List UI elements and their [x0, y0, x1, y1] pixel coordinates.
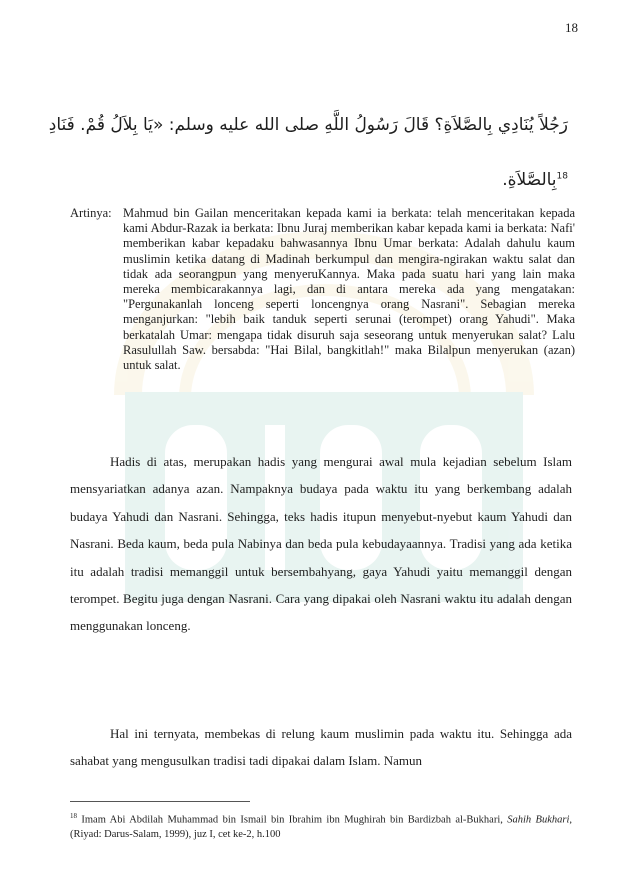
translation-label: Artinya: [70, 206, 112, 220]
translation-text: Mahmud bin Gailan menceritakan kepada kami ia berkata: telah menceritakan kepada kami Abdur-Razak ia berkata: Ibnu Juraj memberikan kabar kepada kami ia berkata: Nafi' memberikan kabar kepadaku bahwasannya Ibnu Umar berkata: Adalah dahulu kaum muslimin ketika datang di Madinah berkumpul dan mengira-ngirakan waktu salat dan tidak ada seorangpun yang menyeruKannya. Maka pada suatu hari yang lain maka mereka membicarakannya lagi, dan di antara mereka ada yang mengatakan: "Pergunakanlah lonceng seperti loncengnya orang Nasrani". Sebagian mereka menganjurkan: "lebih baik tanduk seperti serunai (terompet) orang Yahudi". Maka berkatalah Umar: mengapa tidak disuruh saja seseorang untuk menyerukan salat? Lalu Rasulullah Saw. bersabda: "Hai Bilal, bangkitlah!" maka Bilalpun menyerukan (azan) untuk salat. [123, 206, 575, 373]
footnote-divider [70, 801, 250, 802]
arabic-hadith-line-2-text: بِالصَّلاَةِ. [502, 170, 557, 190]
footnote-text: Imam Abi Abdilah Muhammad bin Ismail bin Ibrahim ibn Mughirah bin Bardizbah al-Bukhari, [77, 814, 508, 826]
arabic-hadith-line-2 [502, 170, 568, 190]
body-paragraph-1-text: Hadis di atas, merupakan hadis yang mengurai awal mula kejadian sebelum Islam mensyariatkan adanya azan. Nampaknya budaya pada waktu itu yang berkembang adalah budaya Yahudi dan Nasrani. Sehingga, teks hadis itupun menyebut-nyebut kaum Yahudi dan Nasrani. Beda kaum, beda pula Nabinya dan beda pula kebudayaannya. Tradisi yang ada ketika itu adalah tradisi memanggil untuk bersembahyang, gaya Yahudi yaitu memanggil dengan terompet. Begitu juga dengan Nasrani. Cara yang dipakai oleh Nasrani waktu itu adalah dengan menggunakan lonceng. [70, 454, 572, 634]
body-paragraph-2 [70, 720, 572, 775]
body-paragraph-1 [70, 448, 572, 640]
page-number: 18 [565, 20, 578, 35]
footnote-reference: 18 [556, 171, 568, 182]
footnote-book-title: Sahih Bukhari [507, 814, 570, 826]
footnote-publication: , (Riyad: Darus-Salam, 1999), juz I, cet ke-2, h.100 [70, 814, 573, 840]
arabic-hadith-line-1: رَجُلاً يُنَادِي بِالصَّلاَةِ؟ قَالَ رَسُولُ اللَّهِ صلى الله عليه وسلم: «يَا بِلاَلُ قُمْ. فَنَادِ [48, 115, 568, 135]
body-paragraph-2-text: Hal ini ternyata, membekas di relung kaum muslimin pada waktu itu. Sehingga ada sahabat yang mengusulkan tradisi tadi dipakai dalam Islam. Namun [70, 726, 572, 769]
footnote-mark: 18 [70, 812, 77, 820]
footnote [70, 809, 572, 842]
